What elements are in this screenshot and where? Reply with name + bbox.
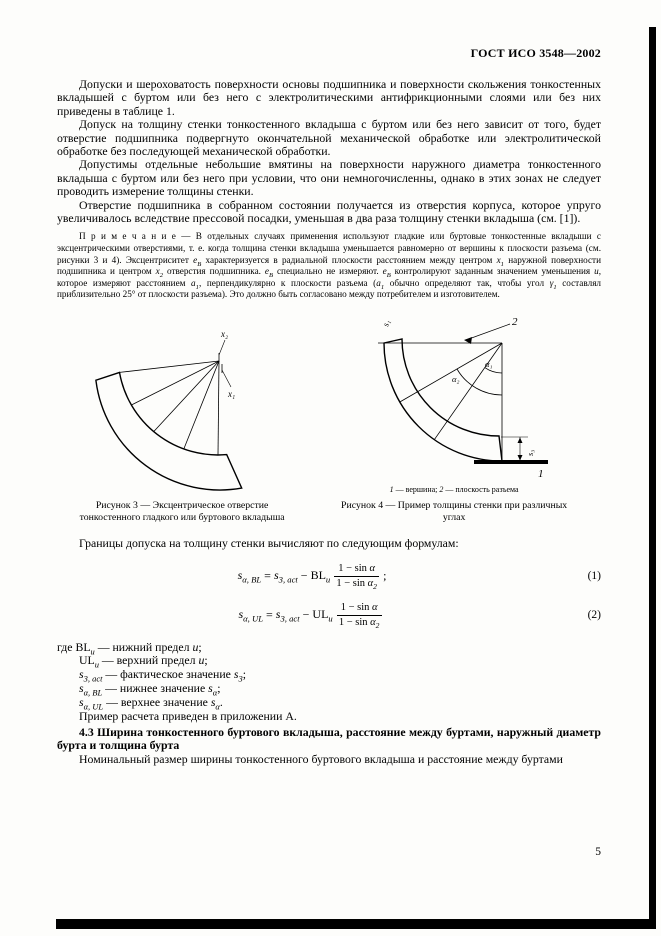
label-2: 2 bbox=[511, 316, 518, 329]
label-x1: x₁ bbox=[227, 389, 235, 400]
fan-line-5 bbox=[218, 361, 219, 455]
angle-arc-2 bbox=[457, 369, 502, 395]
label-x2: x₂ bbox=[220, 329, 228, 340]
leader-x1 bbox=[222, 370, 231, 387]
figure-4-caption: Рисунок 4 — Пример толщины стенки при различных углах bbox=[341, 500, 568, 523]
figure-4 bbox=[307, 311, 601, 494]
page-border-bottom bbox=[56, 919, 656, 929]
definition-row: где $BL_u$ — нижний предел u; bbox=[57, 639, 202, 656]
figures-row bbox=[57, 311, 601, 494]
figure-captions bbox=[57, 500, 601, 523]
formula-1-fraction bbox=[334, 563, 379, 590]
formula-1-row bbox=[57, 563, 601, 590]
radial-line-1 bbox=[434, 343, 502, 440]
formula-2-fraction bbox=[337, 602, 382, 629]
leader-2 bbox=[466, 324, 510, 340]
formula-1-denominator: $1 - \sin \alpha_2$ bbox=[336, 577, 377, 591]
definition-row: $UL_u$ — верхний предел u; bbox=[79, 653, 208, 670]
eccentric-shell-outline bbox=[96, 372, 242, 490]
formula-1 bbox=[57, 563, 567, 590]
figure-3-caption: Рисунок 3 — Эксцентрическое отверстие тонкостенного гладкого или буртового вкладыша bbox=[79, 500, 285, 523]
formula-2-denominator: $1 - \sin \alpha_2$ bbox=[338, 616, 380, 630]
definitions-list bbox=[57, 641, 601, 723]
note-paragraph: П р и м е ч а н и е — В отдельных случаях применения используют гладкие или буртовые тонкостенные вкладыши с эксцентрическими отверстиями, т. е. когда толщина стенки вкладыша уменьшается равномерно от вершины к плоскости разъема (см. рисунки 3 и 4). Эксцентриситет $e_В$ характеризуется в радиальной плоскости расстоянием между центром $x_1$ наружной поверхности подшипника и центром $x_2$ отверстия подшипника. $e_В$ специально не измеряют. $e_В$ контролируют заданным значением уменьшения u, которое измеряют расстоянием $a_1$, перпендикулярно к плоскости разъема ($a_1$ обычно определяют так, чтобы угол $\gamma_1$ составлял приблизительно 25° от плоскости разъема). Это должно быть согласовано между потребителем и изготовителем. bbox=[57, 231, 601, 300]
formula-1-number: (1) bbox=[587, 570, 601, 583]
definition-row: $s_{\alpha, UL}$ — верхнее значение $s_\alpha$. bbox=[79, 694, 223, 712]
figure-3-drawing bbox=[80, 325, 285, 493]
fan-line-2 bbox=[131, 361, 219, 405]
definition-row: $s_{3, act}$ — фактическое значение $s_3$; bbox=[79, 667, 246, 684]
page-border-right bbox=[649, 27, 656, 929]
fan-line-1 bbox=[119, 361, 219, 372]
formulas-intro: Границы допуска на толщину стенки вычисляют по следующим формулам: bbox=[79, 536, 459, 551]
apex-datum-line bbox=[474, 460, 548, 464]
section-4-3-paragraph: Номинальный размер ширины тонкостенного буртового вкладыша и расстояние между буртами bbox=[79, 751, 563, 766]
label-s1: s₁ bbox=[379, 318, 392, 328]
leader-x2 bbox=[219, 340, 225, 355]
label-1: 1 bbox=[537, 468, 544, 481]
paragraph-1: Допуски и шероховатость поверхности основы подшипника и поверхности скольжения тонкостенных вкладышей с буртом или без него с электролитическими антифрикционными слоями или без них приведены в таблице 1. bbox=[57, 77, 601, 118]
shell-quarter-outline bbox=[384, 339, 502, 461]
figure-3 bbox=[57, 311, 307, 493]
paragraph-2: Допуск на толщину стенки тонкостенного вкладыша с буртом или без него зависит от того, будет отверстие подшипника подвергнуто окончательной механической обработке или электролитической обработке без последующей механической обработки. bbox=[57, 117, 601, 159]
definition-row: $s_{\alpha, BL}$ — нижнее значение $s_\alpha$; bbox=[79, 681, 221, 698]
fan-line-3 bbox=[153, 361, 218, 432]
radial-line-2 bbox=[399, 343, 501, 402]
page-content bbox=[57, 46, 601, 766]
paragraph-4: Отверстие подшипника в собранном состоянии получается из отверстия корпуса, которое упруго увеличивалось вследствие прессовой посадки, уменьшая в два раза толщину стенки вкладыша (см. [1]). bbox=[57, 197, 601, 226]
formula-1-numerator: 1 − sin α bbox=[334, 563, 379, 577]
section-4-3-heading: 4.3 Ширина тонкостенного буртового вкладыша, расстояние между буртами, наружный диаметр бурта и толщина бурта bbox=[57, 725, 601, 753]
label-alpha1: α₁ bbox=[484, 359, 493, 370]
example-reference: Пример расчета приведен в приложении А. bbox=[79, 708, 297, 723]
figure-4-legend: 1 — вершина; 2 — плоскость разъема bbox=[389, 485, 519, 495]
formula-2-number: (2) bbox=[587, 609, 601, 622]
doc-number: ГОСТ ИСО 3548—2002 bbox=[470, 46, 601, 60]
formula-2 bbox=[57, 602, 567, 629]
s3-arrow-bottom bbox=[517, 455, 522, 461]
formula-2-lhs: $s_{\alpha, UL} = s_{3, act} - UL_u$ bbox=[238, 606, 333, 624]
s3-arrow-top bbox=[517, 438, 522, 444]
formula-1-lhs: $s_{\alpha, BL} = s_{3, act} - BL_u$ bbox=[237, 567, 331, 585]
figure-4-drawing bbox=[352, 311, 557, 483]
formula-2-numerator: 1 − sin α bbox=[337, 602, 382, 616]
label-s3: s₃ bbox=[524, 449, 535, 457]
paragraph-3: Допустимы отдельные небольшие вмятины на поверхности наружного диаметра тонкостенного вкладыша с буртом или без него при условии, что они немногочисленны, однако в этих зонах не следует проводить измерение толщины стенки. bbox=[57, 157, 601, 199]
label-alpha2: α₂ bbox=[451, 374, 460, 385]
page-number: 5 bbox=[595, 846, 601, 858]
formula-2-row bbox=[57, 602, 601, 629]
fan-line-4 bbox=[183, 361, 218, 449]
formula-1-tail: ; bbox=[383, 567, 387, 582]
